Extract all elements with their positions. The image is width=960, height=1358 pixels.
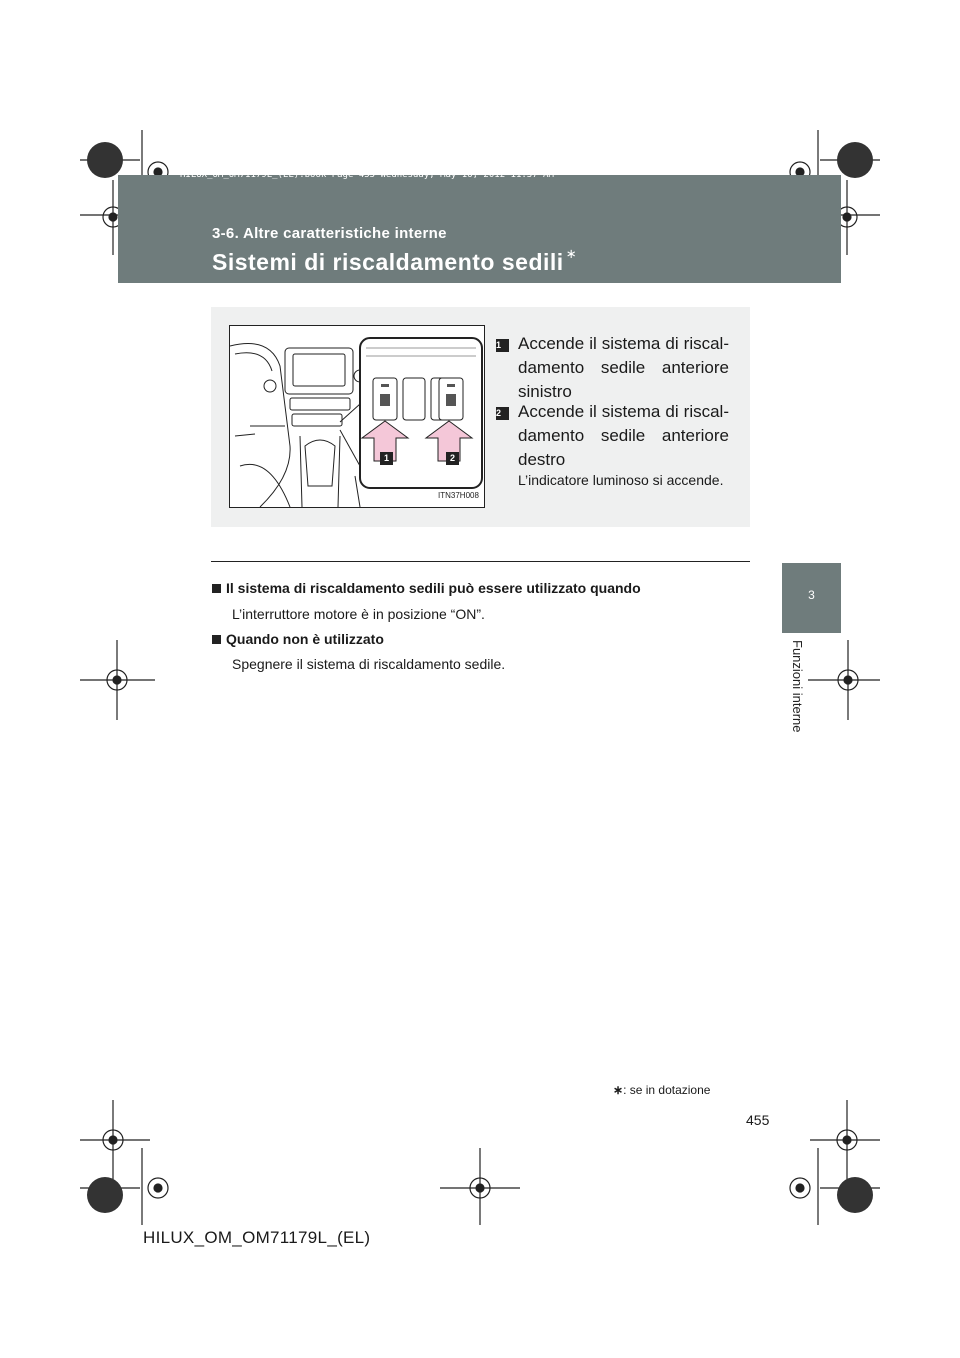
indicator-note: L’indicatore luminoso si accende.	[518, 472, 724, 488]
color-wheel-icons	[87, 142, 873, 1213]
section-2-heading-text: Quando non è utilizzato	[226, 631, 384, 647]
section-2-body: Spegnere il sistema di riscaldamento sedile.	[232, 656, 506, 672]
section-1-heading-text: Il sistema di riscaldamento sedili può essere utilizzato quando	[226, 580, 641, 596]
chapter-number: 3	[808, 588, 815, 602]
section-bullet-icon	[212, 635, 221, 644]
chapter-label: Funzioni interne	[790, 640, 805, 733]
footnote-text: : se in dotazione	[623, 1083, 711, 1097]
chapter-tab	[782, 563, 841, 633]
footnote	[613, 1083, 710, 1097]
figure-callout-2: 2	[446, 452, 459, 465]
section-2-heading	[212, 631, 384, 647]
section-label: 3-6. Altre caratteristiche interne	[212, 225, 447, 242]
section-bullet-icon	[212, 584, 221, 593]
step-2-text: Accende il sistema di riscal-damento sedile anteriore destro	[518, 402, 729, 469]
step-1-text: Accende il sistema di riscal-damento sedile anteriore sinistro	[518, 334, 729, 401]
step-2-number: 2	[496, 407, 509, 420]
title-footnote-mark: ∗	[565, 246, 578, 261]
page-number: 455	[746, 1112, 770, 1128]
step-1	[497, 332, 729, 404]
document-code: HILUX_OM_OM71179L_(EL)	[143, 1228, 371, 1247]
divider	[211, 561, 750, 562]
figure-callout-1: 1	[380, 452, 393, 465]
footnote-mark: ∗	[613, 1083, 624, 1097]
section-1-body: L’interruttore motore è in posizione “ON”.	[232, 606, 485, 622]
dashboard-drawing	[230, 326, 484, 507]
chapter-label-wrap	[790, 640, 810, 750]
page-title-text: Sistemi di riscaldamento sedili	[212, 249, 564, 275]
figure-code: ITN37H008	[438, 491, 479, 500]
step-2	[497, 400, 729, 472]
zoom-lines	[340, 404, 360, 466]
step-1-number: 1	[496, 339, 509, 352]
section-1-heading	[212, 580, 641, 596]
dashboard-illustration	[229, 325, 485, 508]
book-info-line: HILUX_OM_OM71179L_(EL).book Page 455 Wednesday, May 16, 2012 11:37 AM	[180, 170, 554, 180]
page-title	[212, 246, 578, 276]
